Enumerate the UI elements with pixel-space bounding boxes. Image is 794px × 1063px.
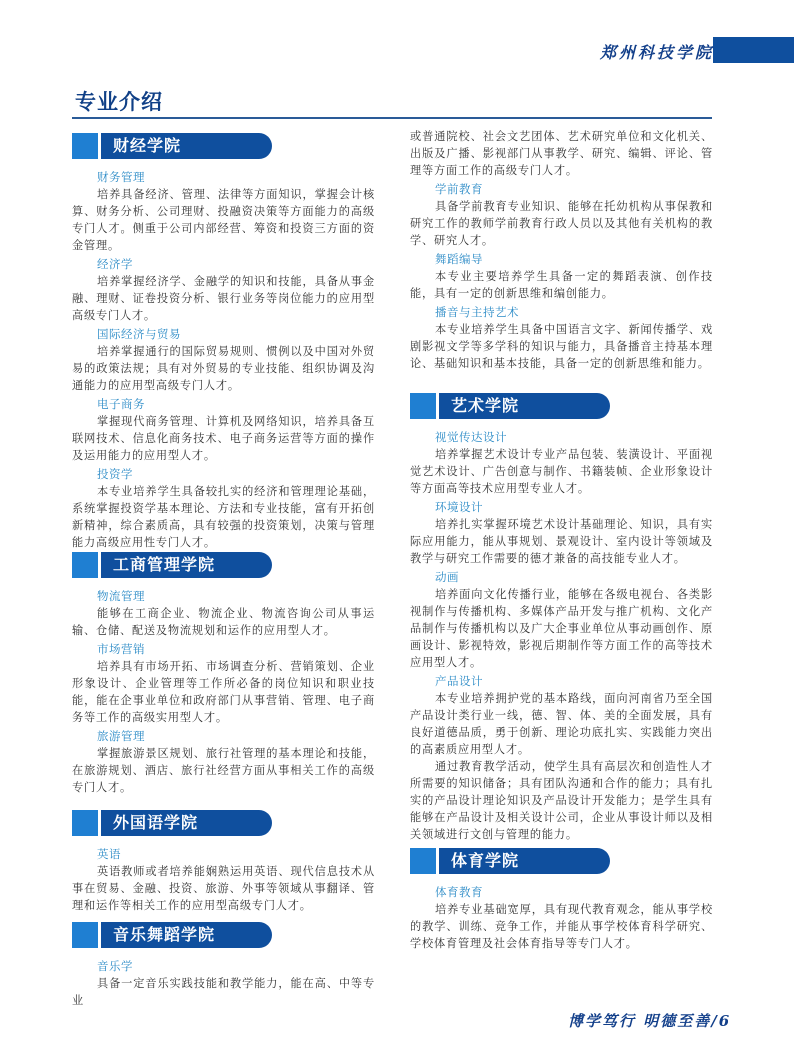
section-title: 外国语学院 [101,810,272,836]
major-description: 具备学前教育专业知识、能够在托幼机构从事保教和研究工作的教师学前教育行政人员以及其他有关机构的教学、研究人才。 [410,200,713,247]
section-title: 音乐舞蹈学院 [101,922,272,948]
section-block [410,128,713,372]
major-name: 动画 [435,570,459,584]
major-name: 国际经济与贸易 [97,327,181,341]
major-name: 经济学 [97,257,133,271]
section-block [72,133,375,551]
major-name: 投资学 [97,467,133,481]
section-header-square [72,133,98,159]
section-title: 体育学院 [439,848,610,874]
section-block [72,552,375,796]
major-description: 具备一定音乐实践技能和教学能力，能在高、中等专业 [72,977,375,1007]
section-header-square [72,810,98,836]
major-description: 本专业培养拥护党的基本路线，面向河南省乃至全国产品设计类行业一线，德、智、体、美的全面发展，具有良好道德品质，勇于创新、理论功底扎实、实践能力突出的高素质应用型人才。 [410,692,713,756]
section-header-square [72,922,98,948]
major-name: 舞蹈编导 [435,252,483,266]
section-header-square [410,848,436,874]
major-description: 掌握现代商务管理、计算机及网络知识，培养具备互联网技术、信息化商务技术、电子商务运营等方面的操作及运用能力的应用型人才。 [72,415,375,462]
major-name: 音乐学 [97,959,133,973]
major-description: 掌握旅游景区规划、旅行社管理的基本理论和技能，在旅游规划、酒店、旅行社经营方面从事相关工作的高级专门人才。 [72,747,375,794]
major-description: 本专业主要培养学生具备一定的舞蹈表演、创作技能，具有一定的创新思维和编创能力。 [410,270,713,300]
section-header [72,552,375,578]
section-header-square [72,552,98,578]
school-logo-text: 郑州科技学院 [600,43,715,62]
section-header-square [410,393,436,419]
major-description: 通过教育教学活动，使学生具有高层次和创造性人才所需要的知识储备；具有团队沟通和合作的能力；具有扎实的产品设计理论知识及产品设计开发能力；是学生具有能够在产品设计及相关设计公司，企业从事设计师以及相关领域进行文创与管理的能力。 [410,760,713,841]
major-description: 培养掌握通行的国际贸易规则、惯例以及中国对外贸易的政策法规；具有对外贸易的专业技能、组织协调及沟通能力的应用型高级专门人才。 [72,345,375,392]
major-name: 市场营销 [97,642,145,656]
section-block [72,810,375,914]
section-block [410,848,713,952]
major-name: 环境设计 [435,500,483,514]
major-name: 物流管理 [97,589,145,603]
major-description: 培养面向文化传播行业，能够在各级电视台、各类影视制作与传播机构、多媒体产品开发与推广机构、文化产品制作与传播机构以及广大企事业单位从事动画创作、原画设计、影视特效，影视后期制作等方面工作的高等技术应用型人才。 [410,588,713,669]
section-header [72,810,375,836]
section-title: 财经学院 [101,133,272,159]
header-color-block [713,37,794,63]
footer [568,1010,731,1031]
major-name: 财务管理 [97,170,145,184]
section-header [72,133,375,159]
section-block [410,393,713,843]
section-header [72,922,375,948]
major-name: 播音与主持艺术 [435,305,519,319]
major-description: 培养掌握经济学、金融学的知识和技能，具备从事金融、理财、证卷投资分析、银行业务等岗位能力的应用型高级专门人才。 [72,275,375,322]
major-name: 旅游管理 [97,729,145,743]
major-description: 能够在工商企业、物流企业、物流咨询公司从事运输、仓储、配送及物流规划和运作的应用型人才。 [72,607,375,637]
section-block [72,922,375,1009]
page-title: 专业介绍 [75,90,163,114]
major-description: 培养扎实掌握环境艺术设计基础理论、知识，具有实际应用能力，能从事规划、景观设计、室内设计等领域及教学与研究工作需要的德才兼备的高技能专业人才。 [410,518,713,565]
section-title: 工商管理学院 [101,552,272,578]
major-name: 电子商务 [97,397,145,411]
section-title: 艺术学院 [439,393,610,419]
major-name: 英语 [97,847,121,861]
major-description: 培养具备经济、管理、法律等方面知识，掌握会计核算、财务分析、公司理财、投融资决策等方面能力的高级专门人才。侧重于公司内部经营、筹资和投资三方面的资金管理。 [72,188,375,252]
title-divider [72,117,712,119]
major-name: 产品设计 [435,674,483,688]
section-header [410,393,713,419]
major-name: 体育教育 [435,885,483,899]
major-description: 培养专业基础宽厚，具有现代教育观念，能从事学校的教学、训练、竞争工作，并能从事学校体育科学研究、学校体育管理及社会体育指导等专门人才。 [410,903,713,950]
major-description: 英语教师或者培养能娴熟运用英语、现代信息技术从事在贸易、金融、投资、旅游、外事等领域从事翻译、管理和运作等相关工作的应用型高级专门人才。 [72,865,375,912]
page-number: /6 [711,1012,732,1030]
major-description: 本专业培养学生具备较扎实的经济和管理理论基础，系统掌握投资学基本理论、方法和专业技能，富有开拓创新精神，综合素质高，具有较强的投资策划，决策与管理能力高级应用性专门人才。 [72,485,375,549]
major-name: 学前教育 [435,182,483,196]
major-description: 培养具有市场开拓、市场调查分析、营销策划、企业形象设计、企业管理等工作所必备的岗位知识和职业技能，能在企事业单位和政府部门从事营销、管理、电子商务等工作的高级实用型人才。 [72,660,375,724]
footer-motto: 博学笃行 明德至善 [568,1012,712,1030]
major-description: 培养掌握艺术设计专业产品包装、装潢设计、平面视觉艺术设计、广告创意与制作、书籍装帧、企业形象设计等方面高等技术应用型专业人才。 [410,448,713,495]
major-name: 视觉传达设计 [435,430,507,444]
major-description: 本专业培养学生具备中国语言文字、新闻传播学、戏剧影视文学等多学科的知识与能力，具备播音主持基本理论、基础知识和基本技能，具备一定的创新思维和能力。 [410,323,713,370]
section-header [410,848,713,874]
major-description: 或普通院校、社会文艺团体、艺术研究单位和文化机关、出版及广播、影视部门从事教学、研究、编辑、评论、管理等方面工作的高级专门人才。 [410,130,713,177]
